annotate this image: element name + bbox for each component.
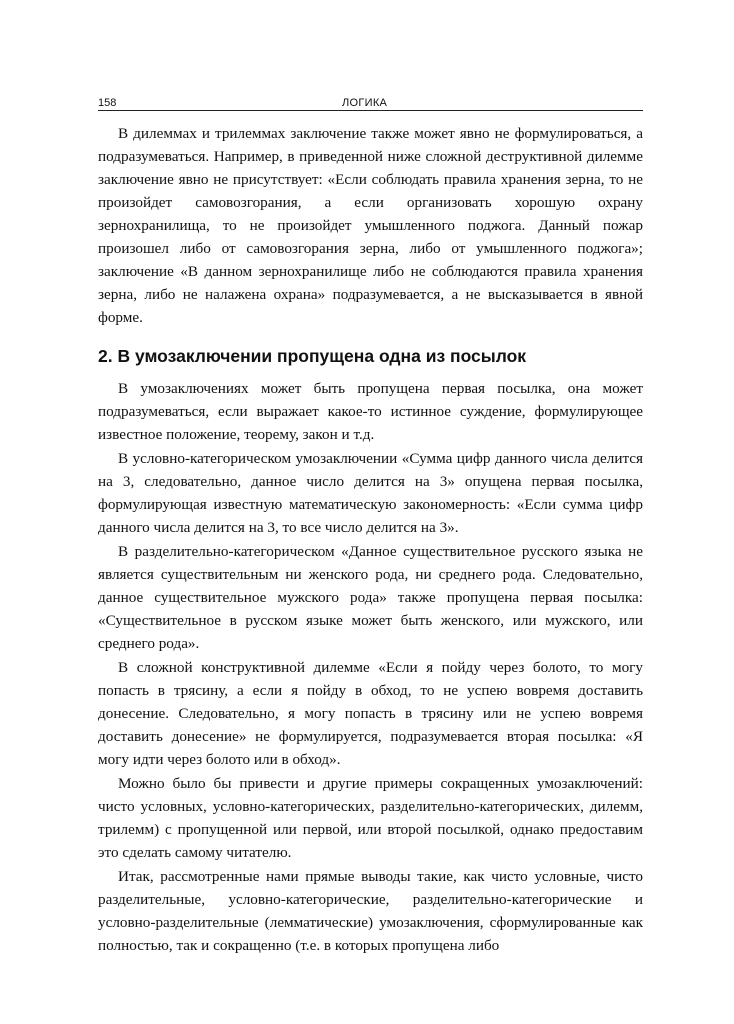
running-title: ЛОГИКА [342, 97, 388, 109]
paragraph-conditional-categorical-example: В условно-категорическом умозаключении «Сумма цифр данного числа делится на 3, следовательно, данное число делится на 3» опущена первая посылка, формулирующая известную математическую закономерность: «Если сумма цифр данного числа делится на 3, то все число делится на 3». [98, 450, 643, 536]
paragraph-dilemma-conclusion: В дилеммах и трилеммах заключение также может явно не формулироваться, а подразумеваться. Например, в приведенной ниже сложной деструктивной дилемме заключение явно не присутствует: «Если соблюдать правила хранения зерна, то не произойдет самовозгорания, а если организовать хорошую охрану зернохранилища, то не произойдет умышленного поджога. Данный пожар произошел либо от самовозгорания зерна, либо от умышленного поджога»; заключение «В данном зернохранилище либо не соблюдаются правила хранения зерна, либо не налажена охрана» подразумевается, а не высказывается в явной форме. [98, 125, 643, 326]
page-number: 158 [98, 97, 117, 109]
paragraph-disjunctive-categorical-example: В разделительно-категорическом «Данное существительное русского языка не является существительным ни женского рода, ни среднего рода. Следовательно, данное существительное мужского рода» также пропущена первая посылка: «Существительное в русском языке может быть женского, или мужского, или среднего рода». [98, 543, 643, 652]
running-header [98, 96, 643, 111]
paragraph-summary: Итак, рассмотренные нами прямые выводы такие, как чисто условные, чисто разделительные, условно-категорические, разделительно-категорические и условно-разделительные (лемматические) умозаключения, сформулированные как полностью, так и сокращенно (т.е. в которых пропущена либо [98, 868, 643, 954]
paragraph-other-examples: Можно было бы привести и другие примеры сокращенных умозаключений: чисто условных, условно-категорических, разделительно-категорических, дилемм, трилемм) с пропущенной или первой, или второй посылкой, однако предоставим это сделать самому читателю. [98, 775, 643, 861]
page-body [98, 122, 643, 957]
paragraph-missing-premise-intro: В умозаключениях может быть пропущена первая посылка, она может подразумеваться, если выражает какое-то истинное суждение, формулирующее известное положение, теорему, закон и т.д. [98, 380, 643, 443]
section-heading: 2. В умозаключении пропущена одна из посылок [98, 346, 527, 366]
paragraph-constructive-dilemma-example: В сложной конструктивной дилемме «Если я пойду через болото, то могу попасть в трясину, а если я пойду в обход, то не успею вовремя доставить донесение. Следовательно, я могу попасть в трясину или не успею вовремя доставить донесение» не формулируется, подразумевается вторая посылка: «Я могу идти через болото или в обход». [98, 659, 643, 768]
